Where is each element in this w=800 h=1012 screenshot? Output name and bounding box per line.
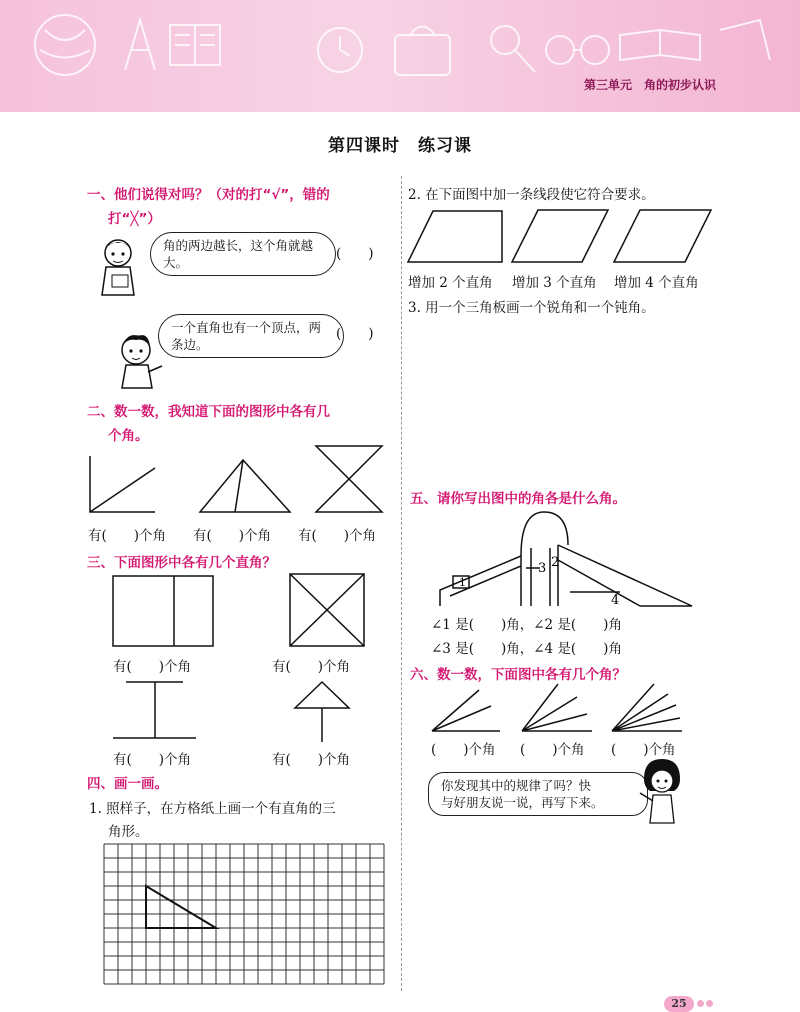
girl-icon [636, 757, 686, 825]
s3-title: 三、下面图形中各有几个直角？ [87, 555, 276, 571]
s2-answer-2[interactable]: 有( )个角 [193, 528, 272, 544]
s6-title: 六、数一数，下面图中各有几个角？ [410, 667, 626, 683]
s3-answer-1[interactable]: 有( )个角 [113, 659, 192, 675]
page-number: 25 [664, 996, 694, 1012]
q2-label-1: 增加 2 个直角 [408, 275, 493, 291]
q3-text: 3. 用一个三角板画一个锐角和一个钝角。 [408, 300, 655, 316]
bubble-3-line1: 你发现其中的规律了吗？快 [441, 778, 592, 793]
rays-figure-3 [612, 684, 682, 731]
angle-mark-3: 3 [538, 561, 547, 576]
angle-mark-4: 4 [611, 593, 620, 608]
s5-line1[interactable]: ∠1 是( )角，∠2 是( )角 [431, 617, 622, 633]
page-dot-2 [706, 1000, 713, 1007]
s2-answer-1[interactable]: 有( )个角 [88, 528, 167, 544]
s4-q1-line2: 角形。 [108, 824, 149, 840]
s4-title: 四、画一画。 [87, 776, 168, 792]
s2-title-line2: 个角。 [108, 428, 149, 444]
s6-answer-2[interactable]: ( )个角 [520, 742, 585, 758]
s2-answer-3[interactable]: 有( )个角 [298, 528, 377, 544]
speech-bubble-3 [428, 772, 648, 816]
s1-title-line1: 一、他们说得对吗？（对的打“√”，错的 [87, 187, 330, 203]
s3-answer-2[interactable]: 有( )个角 [272, 659, 351, 675]
q2-label-3: 增加 4 个直角 [614, 275, 699, 291]
q2-text: 2. 在下面图中加一条线段使它符合要求。 [408, 187, 655, 203]
s6-answer-1[interactable]: ( )个角 [431, 742, 496, 758]
page-title: 第四课时 练习课 [328, 136, 472, 156]
s5-title: 五、请你写出图中的角各是什么角。 [410, 491, 626, 507]
s3-answer-4[interactable]: 有( )个角 [272, 752, 351, 768]
s1-title-line2: 打“╳”） [108, 211, 161, 227]
s1-answer-blank-1[interactable]: ( ) [336, 246, 374, 262]
rays-figure-1 [432, 690, 500, 731]
q2-label-2: 增加 3 个直角 [512, 275, 597, 291]
bubble-3-line2: 与好朋友说一说，再写下来。 [441, 795, 604, 810]
rays-figure-2 [522, 684, 592, 731]
speech-bubble-1: 角的两边越长，这个角就越大。 [150, 232, 336, 276]
unit-label: 第三单元 角的初步认识 [583, 78, 716, 92]
angle-mark-2: 2 [551, 555, 560, 570]
angle-mark-1: 1 [459, 576, 466, 589]
s4-q1-line1: 1. 照样子，在方格纸上画一个有直角的三 [89, 801, 336, 817]
s1-answer-blank-2[interactable]: ( ) [336, 326, 374, 342]
page-dot-1 [697, 1000, 704, 1007]
speech-bubble-2: 一个直角也有一个顶点，两条边。 [158, 314, 344, 358]
s2-title-line1: 二、数一数，我知道下面的图形中各有几 [87, 404, 330, 420]
s5-line2[interactable]: ∠3 是( )角，∠4 是( )角 [431, 641, 622, 657]
s6-answer-3[interactable]: ( )个角 [611, 742, 676, 758]
s3-answer-3[interactable]: 有( )个角 [113, 752, 192, 768]
